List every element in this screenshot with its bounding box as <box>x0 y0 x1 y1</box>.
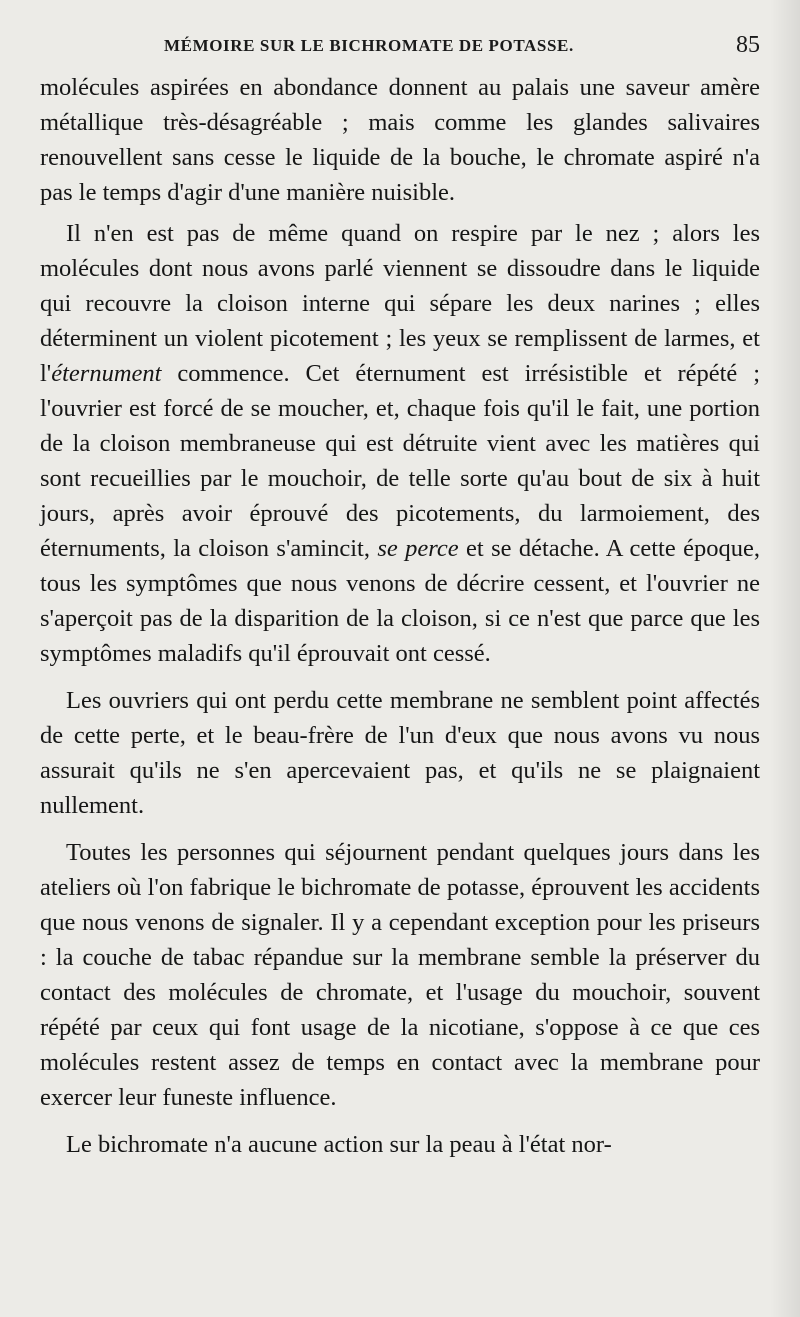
paragraph-4-text: Toutes les personnes qui séjournent pendant quelques jours dans les ateliers où l'on fabrique le bichromate de potasse, éprouvent les accidents que nous venons de signaler. Il y a cependant exception pour les priseurs : la couche de tabac répandue sur la membrane semble la préserver du contact des molécules de chromate, et l'usage du mouchoir, souvent répété par ceux qui font usage de la nicotiane, s'oppose à ce que ces molécules restent assez de temps en contact avec la membrane pour exercer leur funeste influence. <box>40 839 760 1111</box>
paragraph-3 <box>40 683 760 823</box>
paragraph-2-italic-se-perce: se perce <box>377 535 459 562</box>
paragraph-2-text-c: et se détache. A cette époque, tous les symptômes que nous venons de décrire cessent, et l'ouvrier ne s'aperçoit pas de la disparition de la cloison, si ce n'est que parce que les symptômes maladifs qu'il éprouvait ont cessé. <box>40 535 760 667</box>
paragraph-2-text-b: commence. Cet éternument est irrésistible et répété ; l'ouvrier est forcé de se moucher, et, chaque fois qu'il le fait, une portion de la cloison membraneuse qui est détruite vient avec les matières qui sont recueillies par le mouchoir, de telle sorte qu'au bout de six à huit jours, après avoir éprouvé des picotements, du larmoiement, des éternuments, la cloison s'amincit, <box>40 360 760 562</box>
paragraph-1-text: molécules aspirées en abondance donnent au palais une saveur amère métallique très-désagréable ; mais comme les glandes salivaires renouvellent sans cesse le liquide de la bouche, le chromate aspiré n'a pas le temps d'agir d'une manière nuisible. <box>40 74 760 206</box>
paragraph-5-text: Le bichromate n'a aucune action sur la peau à l'état nor- <box>66 1131 612 1158</box>
paragraph-1 <box>40 70 760 210</box>
running-header <box>40 34 760 64</box>
paragraph-4 <box>40 835 760 1115</box>
paragraph-3-text: Les ouvriers qui ont perdu cette membrane ne semblent point affectés de cette perte, et le beau-frère de l'un d'eux que nous avons vu nous assurait qu'ils ne s'en apercevaient pas, et qu'ils ne se plaignaient nullement. <box>40 687 760 819</box>
paragraph-2 <box>40 216 760 671</box>
paragraph-2-italic-eternument: éternument <box>51 360 162 387</box>
paragraph-2-text-a: Il n'en est pas de même quand on respire par le nez ; alors les molécules dont nous avons parlé viennent se dissoudre dans le liquide qui recouvre la cloison interne qui sépare les deux narines ; elles déterminent un violent picotement ; les yeux se remplissent de larmes, et l' <box>40 220 760 387</box>
running-title: MÉMOIRE SUR LE BICHROMATE DE POTASSE. <box>164 36 574 55</box>
page-edge-shadow <box>770 0 800 1317</box>
body-text <box>40 70 760 1162</box>
page-number: 85 <box>736 32 760 58</box>
paragraph-5 <box>40 1127 760 1162</box>
